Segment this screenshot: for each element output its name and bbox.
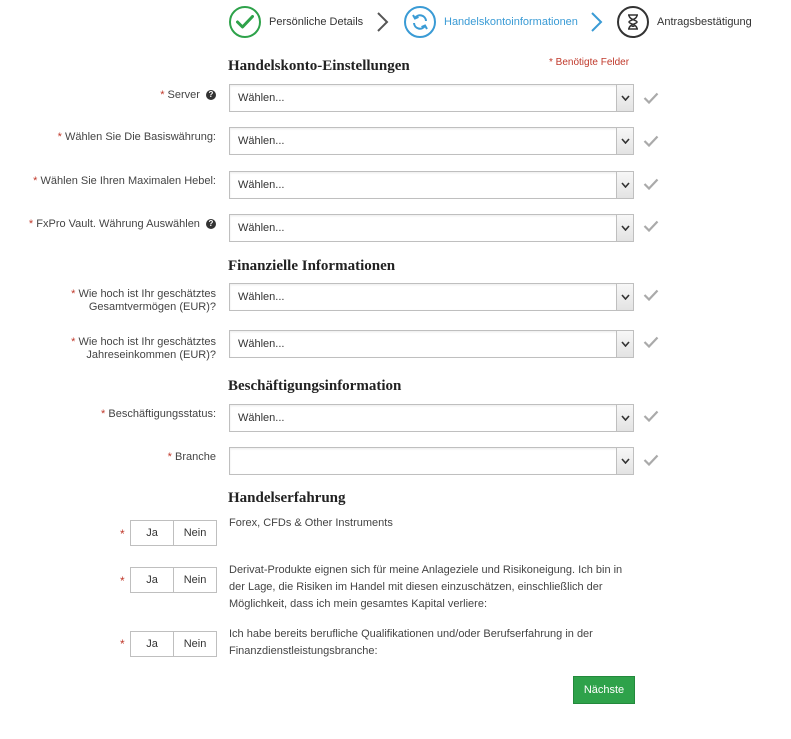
label-text: Wie hoch ist Ihr geschätztes: [78, 288, 216, 300]
chevron-down-icon[interactable]: [616, 284, 633, 310]
section-title-experience: Handelserfahrung: [228, 490, 346, 506]
label-text: Wie hoch ist Ihr geschätztes: [78, 336, 216, 348]
validation-check-icon: [643, 178, 659, 190]
validation-check-icon: [643, 220, 659, 232]
help-icon[interactable]: ?: [206, 219, 216, 229]
validation-check-icon: [643, 289, 659, 301]
field-label-total-assets: [16, 288, 216, 314]
chevron-down-icon[interactable]: [616, 448, 633, 474]
hourglass-icon: [617, 6, 649, 38]
chevron-down-icon[interactable]: [616, 331, 633, 357]
select-value: Wählen...: [238, 412, 285, 424]
chevron-down-icon[interactable]: [616, 405, 633, 431]
required-star: *: [57, 131, 62, 143]
required-star: *: [120, 527, 125, 541]
chevron-down-icon[interactable]: [616, 85, 633, 111]
label-text-line2: Jahreseinkommen (EUR)?: [86, 349, 216, 361]
step-application-confirmation[interactable]: [617, 6, 752, 38]
field-label-max-leverage: [16, 175, 216, 188]
yes-no-toggle[interactable]: [130, 567, 217, 593]
required-star: *: [33, 175, 38, 187]
section-title-trading: Handelskonto-Einstellungen: [228, 58, 410, 74]
field-label-employment-status: [16, 408, 216, 421]
required-star: *: [120, 574, 125, 588]
help-icon[interactable]: ?: [206, 90, 216, 100]
required-star: *: [160, 89, 165, 101]
select-value: Wählen...: [238, 135, 285, 147]
section-title-employment: Beschäftigungsinformation: [228, 378, 402, 394]
label-text: FxPro Vault. Währung Auswählen: [36, 218, 200, 230]
step-personal-details[interactable]: [229, 6, 363, 38]
validation-check-icon: [643, 454, 659, 466]
required-star: *: [28, 218, 34, 230]
required-star: *: [101, 408, 106, 420]
label-text: Server: [167, 89, 200, 101]
step-label: Handelskontoinformationen: [444, 16, 578, 28]
field-label-annual-income: [16, 336, 216, 362]
field-label-vault-currency: [16, 218, 216, 231]
chevron-right-icon: [590, 12, 604, 32]
select-value: Wählen...: [238, 338, 285, 350]
step-trading-account-info[interactable]: [404, 6, 578, 38]
select-value: Wählen...: [238, 222, 285, 234]
field-label-industry: [16, 451, 216, 464]
validation-check-icon: [643, 336, 659, 348]
chevron-down-icon[interactable]: [616, 172, 633, 198]
next-button[interactable]: Nächste: [573, 676, 635, 704]
select-value: Wählen...: [238, 92, 285, 104]
total-assets-select[interactable]: [229, 283, 634, 311]
label-text: Wählen Sie Die Basiswährung:: [64, 131, 216, 143]
annual-income-select[interactable]: [229, 330, 634, 358]
experience-statement: Forex, CFDs & Other Instruments: [229, 517, 393, 529]
label-text: Branche: [175, 451, 216, 463]
experience-statement: Ich habe bereits berufliche Qualifikationen und/oder Berufserfahrung in der Finanzdienstleistungsbranche:: [229, 628, 593, 657]
no-button[interactable]: Nein: [173, 632, 216, 656]
select-value: Wählen...: [238, 291, 285, 303]
field-label-server: [16, 89, 216, 102]
section-title-financial: Finanzielle Informationen: [228, 258, 396, 274]
yes-button[interactable]: Ja: [146, 638, 158, 650]
check-icon: [229, 6, 261, 38]
validation-check-icon: [643, 135, 659, 147]
chevron-down-icon[interactable]: [616, 128, 633, 154]
validation-check-icon: [643, 410, 659, 422]
yes-button[interactable]: Ja: [146, 574, 158, 586]
select-value: Wählen...: [238, 179, 285, 191]
required-star: *: [71, 288, 76, 300]
label-text: Beschäftigungsstatus:: [108, 408, 216, 420]
yes-no-toggle[interactable]: [130, 631, 217, 657]
step-label: Persönliche Details: [269, 16, 364, 28]
step-label: Antragsbestätigung: [657, 16, 752, 28]
chevron-down-icon[interactable]: [616, 215, 633, 241]
no-button[interactable]: Nein: [173, 568, 216, 592]
required-star: *: [120, 637, 125, 651]
yes-no-toggle[interactable]: [130, 520, 217, 546]
field-label-base-currency: [16, 131, 216, 144]
label-text-line2: Gesamtvermögen (EUR)?: [88, 301, 216, 313]
label-text: Wählen Sie Ihren Maximalen Hebel:: [40, 175, 216, 187]
industry-select[interactable]: [229, 447, 634, 475]
yes-button[interactable]: Ja: [146, 527, 158, 539]
employment-status-select[interactable]: [229, 404, 634, 432]
validation-check-icon: [643, 92, 659, 104]
vault-currency-select[interactable]: [229, 214, 634, 242]
experience-statement: Derivat-Produkte eignen sich für meine Anlageziele und Risikoneigung. Ich bin in der Lage, die Risiken im Handel mit diesen einzuschätzen, einschließlich der Möglichkeit, dass ich mein gesamtes Kapital verliere:: [229, 564, 623, 610]
required-fields-note: * Benötigte Felder: [549, 57, 630, 68]
required-star: *: [71, 336, 76, 348]
server-select[interactable]: [229, 84, 634, 112]
max-leverage-select[interactable]: [229, 171, 634, 199]
base-currency-select[interactable]: [229, 127, 634, 155]
required-star: *: [167, 451, 172, 463]
chevron-right-icon: [376, 12, 390, 32]
refresh-icon: [404, 6, 436, 38]
no-button[interactable]: Nein: [173, 521, 216, 545]
